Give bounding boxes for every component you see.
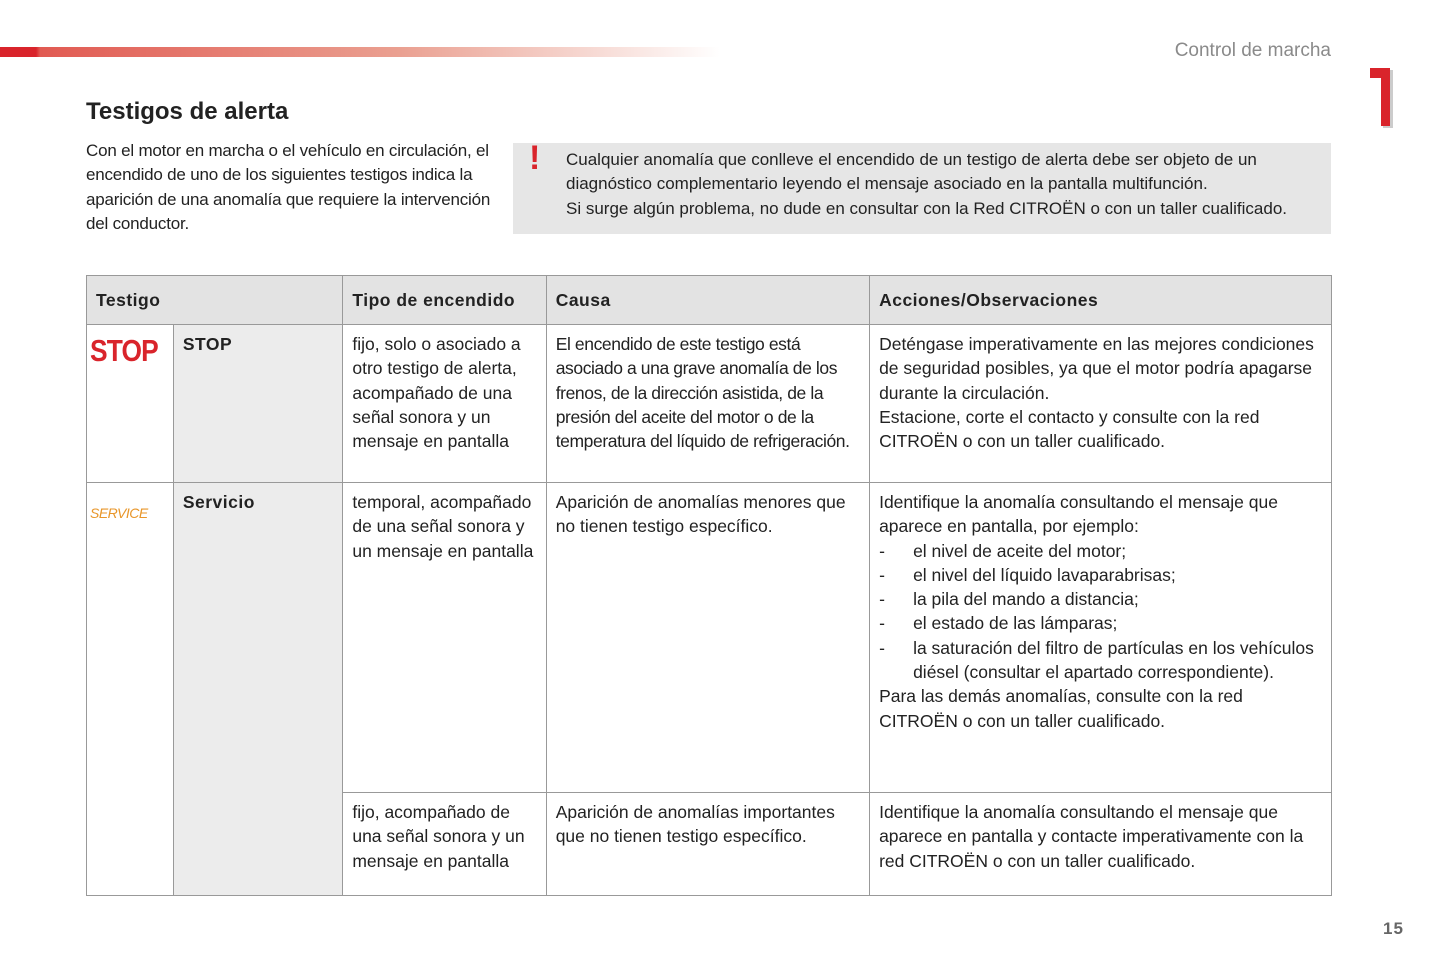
acciones-text: Identifique la anomalía consultando el mensaje que aparece en pantalla, por ejemplo: bbox=[879, 492, 1278, 537]
stop-warning-icon: STOP bbox=[90, 333, 158, 368]
acciones-cell: Identifique la anomalía consultando el mensaje que aparece en pantalla y contacte imperativamente con la red CITROËN o con un taller cualificado. bbox=[870, 793, 1332, 896]
causa-cell: Aparición de anomalías menores que no tienen testigo específico. bbox=[546, 483, 869, 793]
page-number: 15 bbox=[1383, 919, 1404, 938]
causa-cell: Aparición de anomalías importantes que no tienen testigo específico. bbox=[546, 793, 869, 896]
acciones-cell bbox=[870, 483, 1332, 793]
list-item: - el nivel de aceite del motor; bbox=[879, 539, 1322, 563]
header-tipo: Tipo de encendido bbox=[343, 276, 546, 325]
table-row bbox=[87, 483, 1332, 793]
causa-cell: El encendido de este testigo está asociado a una grave anomalía de los frenos, de la dirección asistida, de la presión del aceite del motor o de la temperatura del líquido de refrigeración. bbox=[546, 325, 869, 483]
page-title: Testigos de alerta bbox=[86, 98, 289, 125]
section-title: Control de marcha bbox=[1174, 40, 1331, 61]
header-causa: Causa bbox=[546, 276, 869, 325]
acciones-text: Para las demás anomalías, consulte con la red CITROËN o con un taller cualificado. bbox=[879, 686, 1243, 731]
light-name: STOP bbox=[173, 325, 343, 483]
warning-box bbox=[513, 139, 1331, 234]
acciones-text: Deténgase imperativamente en las mejores condiciones de seguridad posibles, ya que el motor podría apagarse durante la circulación. bbox=[879, 334, 1314, 403]
list-item: - el estado de las lámparas; bbox=[879, 611, 1322, 635]
warning-lights-table bbox=[86, 275, 1332, 896]
list-item: - el nivel del líquido lavaparabrisas; bbox=[879, 563, 1322, 587]
list-item: - la saturación del filtro de partículas en los vehículos diésel (consultar el apartado correspondiente). bbox=[879, 636, 1322, 685]
service-warning-icon: SERVICE bbox=[90, 505, 148, 521]
warning-line: Si surge algún problema, no dude en consultar con la Red CITROËN o con un taller cualificado. bbox=[566, 198, 1288, 218]
tipo-cell: temporal, acompañado de una señal sonora y un mensaje en pantalla bbox=[343, 483, 546, 793]
header-testigo: Testigo bbox=[87, 276, 343, 325]
header-accent-bar bbox=[0, 47, 720, 57]
chapter-number-1 bbox=[1368, 68, 1398, 128]
light-name: Servicio bbox=[173, 483, 343, 896]
table-header-row bbox=[87, 276, 1332, 325]
exclamation-icon: ! bbox=[529, 139, 541, 177]
acciones-cell bbox=[870, 325, 1332, 483]
intro-text: Con el motor en marcha o el vehículo en circulación, el encendido de uno de los siguientes testigos indica la aparición de una anomalía que requiere la intervención del conductor. bbox=[86, 141, 491, 233]
acciones-text: Estacione, corte el contacto y consulte con la red CITROËN o con un taller cualificado. bbox=[879, 406, 1260, 452]
list-item: - la pila del mando a distancia; bbox=[879, 587, 1322, 611]
header-acciones: Acciones/Observaciones bbox=[870, 276, 1332, 325]
example-list bbox=[879, 539, 1322, 685]
warning-line: Cualquier anomalía que conlleve el encendido de un testigo de alerta debe ser objeto de un diagnóstico complementario leyendo el mensaje asociado en la pantalla multifunción. bbox=[566, 150, 1257, 194]
table-row bbox=[87, 325, 1332, 483]
tipo-cell: fijo, acompañado de una señal sonora y un mensaje en pantalla bbox=[343, 793, 546, 896]
tipo-cell: fijo, solo o asociado a otro testigo de alerta, acompañado de una señal sonora y un mensaje en pantalla bbox=[343, 325, 546, 483]
